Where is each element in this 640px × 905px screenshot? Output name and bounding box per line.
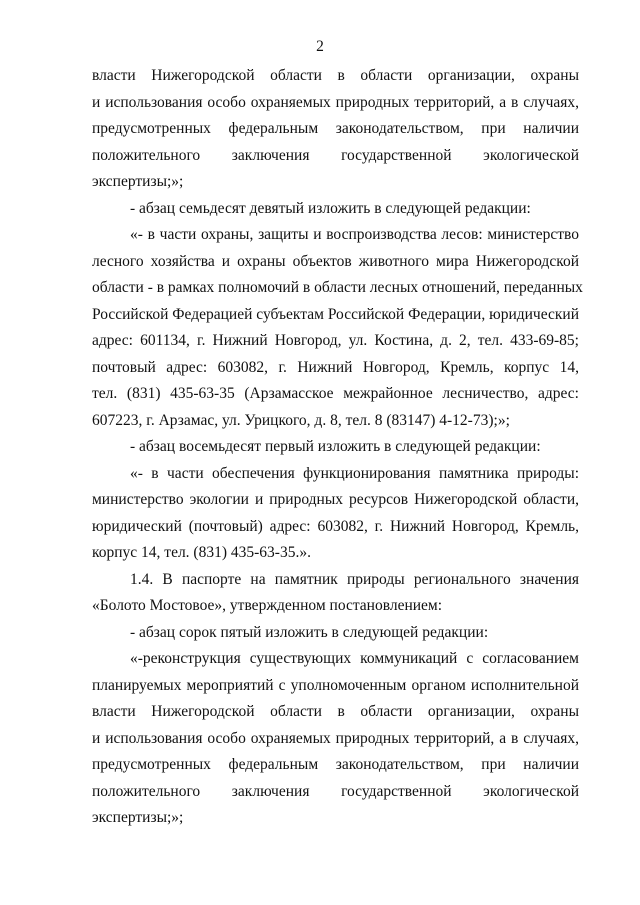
text-line: «Болото Мостовое», утвержденном постановлением: [92,597,443,614]
text-line: и использования особо охраняемых природных территорий, а в случаях, [92,93,579,111]
text-line: корпус 14, тел. (831) 435-63-35.». [92,544,311,561]
text-line: «- в части охраны, защиты и воспроизводства лесов: министерство [130,226,579,243]
text-line: власти Нижегородской области в области организации, охраны [92,703,579,720]
text-line: почтовый адрес: 603082, г. Нижний Новгород, Кремль, корпус 14, [92,358,579,376]
text-line: тел. (831) 435-63-35 (Арзамасское межрайонное лесничество, адрес: [92,385,579,402]
text-line: и использования особо охраняемых природных территорий, а в случаях, [92,729,579,747]
text-line: Российской Федерацией субъектам Российской Федерации, юридический [92,305,579,323]
text-line: лесного хозяйства и охраны объектов животного мира Нижегородской [92,252,579,270]
text-line: предусмотренных федеральным законодательством, при наличии [92,756,579,773]
text-line: - абзац восемьдесят первый изложить в следующей редакции: [130,438,541,455]
page-number: 2 [316,38,324,55]
text-line: положительного заключения государственной экологической [92,146,579,164]
text-line: области - в рамках полномочий в области лесных отношений, переданных [92,279,583,296]
text-line: планируемых мероприятий с уполномоченным органом исполнительной [92,676,579,694]
text-line: экспертизы;»; [92,173,184,190]
text-line: юридический (почтовый) адрес: 603082, г. Нижний Новгород, Кремль, [92,517,579,535]
text-line: - абзац сорок пятый изложить в следующей редакции: [130,623,489,641]
text-line: власти Нижегородской области в области организации, охраны [92,67,579,84]
document-body [92,63,583,832]
text-line: экспертизы;»; [92,809,184,826]
text-line: «-реконструкция существующих коммуникаций с согласованием [130,650,579,667]
text-line: «- в части обеспечения функционирования памятника природы: [130,464,579,482]
text-line: - абзац семьдесят девятый изложить в следующей редакции: [130,199,531,217]
text-line: предусмотренных федеральным законодательством, при наличии [92,120,579,137]
text-line: министерство экологии и природных ресурсов Нижегородской области, [92,491,579,508]
text-line: 607223, г. Арзамас, ул. Урицкого, д. 8, тел. 8 (83147) 4-12-73);»; [92,411,510,429]
text-line: адрес: 601134, г. Нижний Новгород, ул. Костина, д. 2, тел. 433-69-85; [92,332,579,349]
text-line: 1.4. В паспорте на памятник природы регионального значения [130,570,579,588]
text-line: положительного заключения государственной экологической [92,782,579,800]
